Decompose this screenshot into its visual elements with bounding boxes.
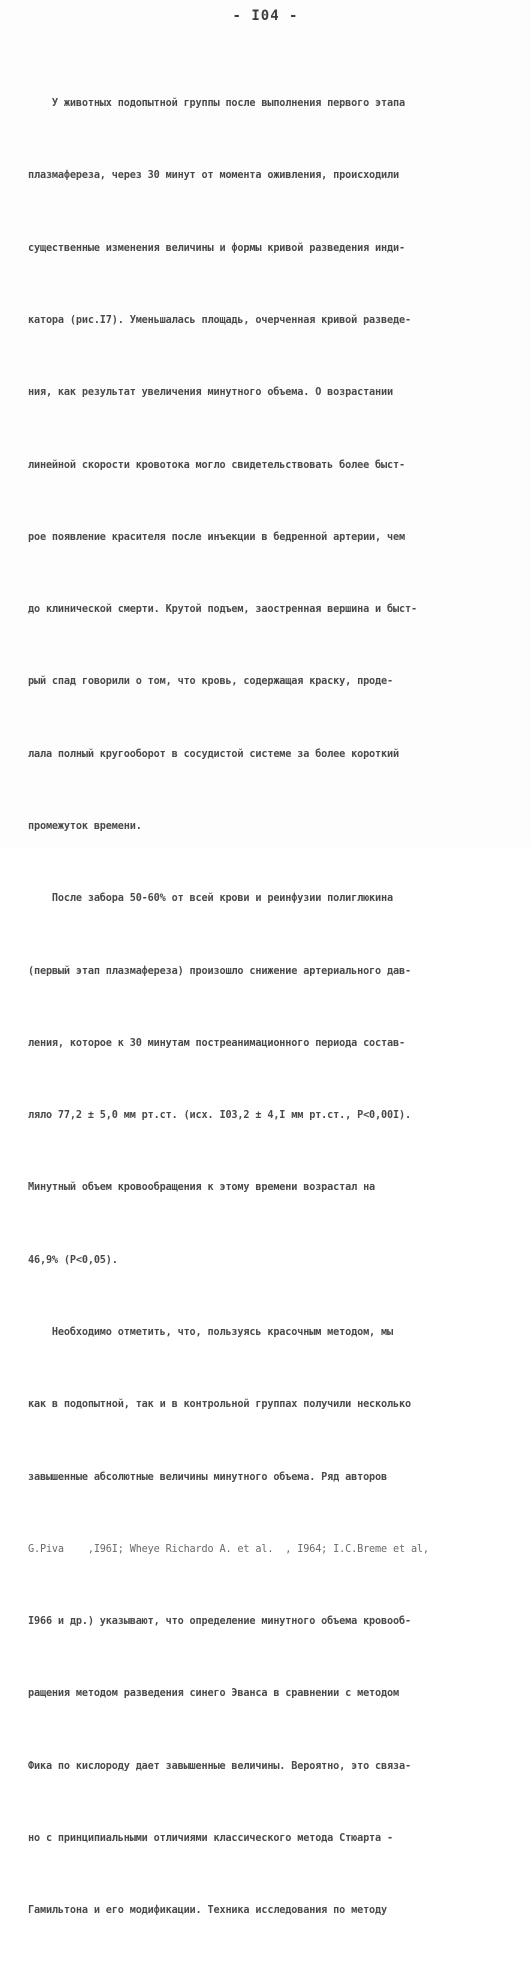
text-line: У животных подопытной группы после выполнения первого этапа	[28, 98, 405, 110]
text-line: промежуток времени.	[28, 821, 142, 832]
text-line: Гамильтона и его модификации. Техника исследования по методу	[28, 1905, 388, 1917]
page-number: - I04 -	[232, 8, 299, 24]
text-line: (первый этап плазмафереза) произошло снижение артериального дав-	[28, 965, 411, 977]
text-line: ления, которое к 30 минутам постреанимационного периода состав-	[28, 1037, 405, 1049]
text-line: ращения методом разведения синего Эванса в сравнении с методом	[28, 1688, 399, 1700]
text-line: линейной скорости кровотока могло свидетельствовать более быст-	[28, 459, 405, 471]
text-line: рый спад говорили о том, что кровь, содержащая краску, проде-	[28, 676, 393, 688]
text-line: Минутный объем кровообращения к этому времени возрастал на	[28, 1182, 376, 1194]
text-line: но с принципиальными отличиями классического метода Стюарта -	[28, 1832, 393, 1844]
text-line: 46,9% (P<0,05).	[28, 1254, 118, 1266]
text-line: плазмафереза, через 30 минут от момента оживления, происходили	[28, 170, 399, 182]
text-line: до клинической смерти. Крутой подъем, заостренная вершина и быст-	[28, 604, 417, 616]
text-line: I966 и др.) указывают, что определение минутного объема кровооб-	[28, 1616, 411, 1628]
text-line: Фика по кислороду дает завышенные величины. Вероятно, это связа-	[28, 1760, 411, 1772]
text-line: существенные изменения величины и формы кривой разведения инди-	[28, 242, 405, 254]
text-line: ния, как результат увеличения минутного объема. О возрастании	[28, 387, 393, 399]
text-line: как в подопытной, так и в контрольной группах получили несколько	[28, 1399, 411, 1411]
citation-line: G.Piva ,I96I; Wheye Richardo A. et al. , I964; I.C.Breme et al,	[28, 1543, 429, 1555]
text-line: лала полный кругооборот в сосудистой системе за более короткий	[28, 748, 399, 760]
text-line: рое появление красителя после инъекции в бедренной артерии, чем	[28, 531, 405, 543]
text-line: После забора 50-60% от всей крови и реинфузии полиглюкина	[28, 893, 393, 905]
body-text	[28, 44, 490, 1972]
text-line: ляло 77,2 ± 5,0 мм рт.ст. (исх. I03,2 ± 4,I мм рт.ст., P<0,00I).	[28, 1110, 411, 1122]
text-line: Необходимо отметить, что, пользуясь красочным методом, мы	[28, 1326, 393, 1338]
text-line: завышенные абсолютные величины минутного объема. Ряд авторов	[28, 1471, 388, 1483]
text-line: катора (рис.I7). Уменьшалась площадь, очерченная кривой разведе-	[28, 315, 411, 327]
